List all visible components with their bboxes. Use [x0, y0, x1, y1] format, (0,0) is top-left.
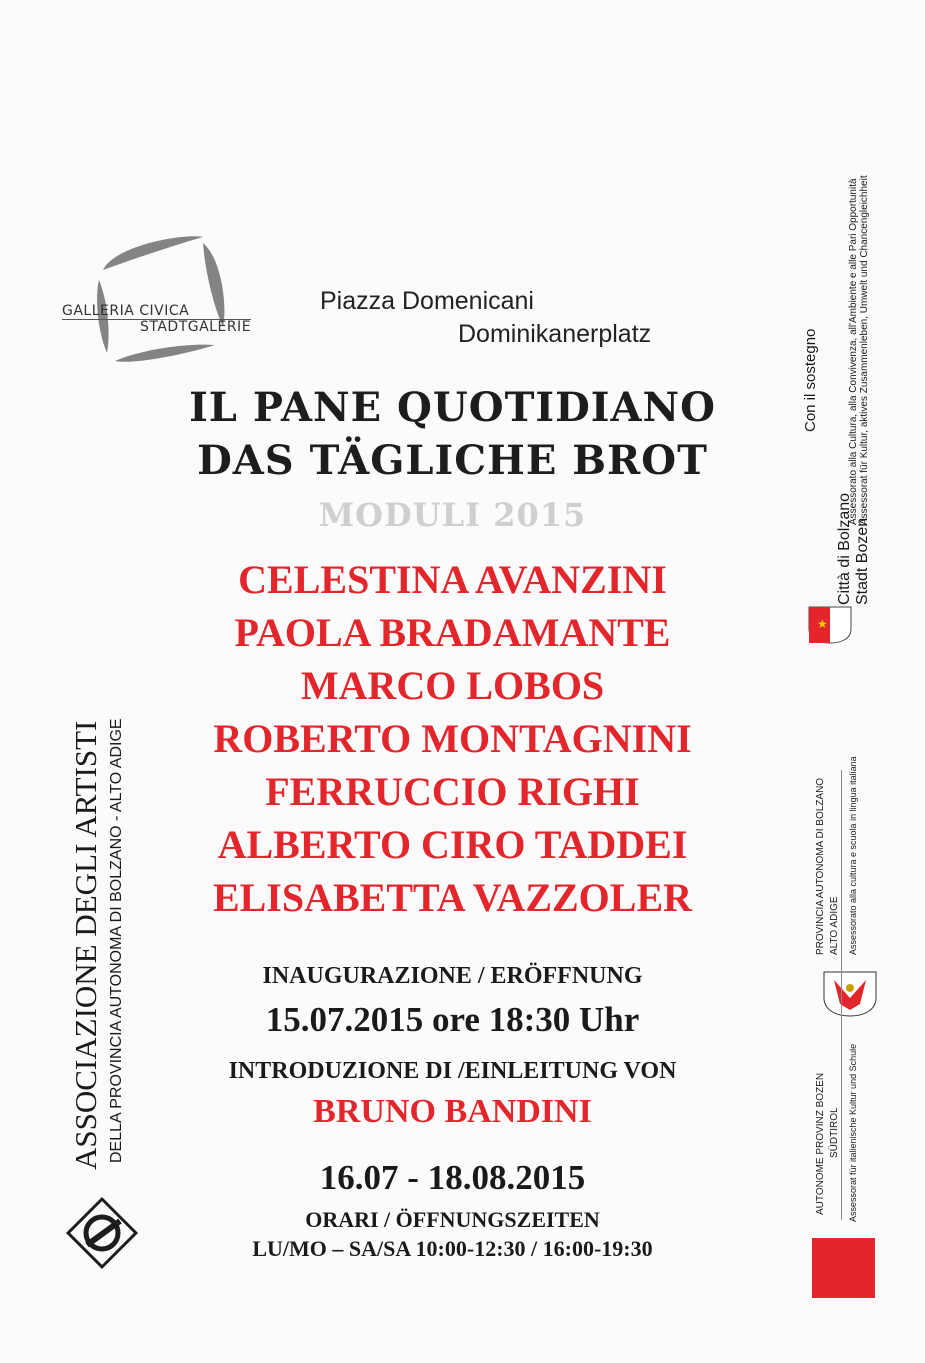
intro-name: BRUNO BANDINI [313, 1093, 592, 1130]
exhibition-dates: 16.07 - 18.08.2015 [319, 1158, 586, 1197]
artist-name: PAOLA BRADAMANTE [234, 610, 671, 655]
association-logo-icon [62, 1193, 142, 1273]
svg-text:★: ★ [817, 617, 828, 631]
gallery-name-de: STADTGALERIE [140, 319, 252, 335]
support-label: Con il sostegno [802, 328, 819, 432]
artist-name: ELISABETTA VAZZOLER [212, 875, 693, 920]
hours-label: ORARI / ÖFFNUNGSZEITEN [305, 1207, 600, 1232]
artist-name: MARCO LOBOS [300, 663, 605, 708]
city-dept-it: Assessorato alla Cultura, alla Convivenza, all'Ambiente e alle Pari Opportunità [848, 178, 859, 525]
city-name-de: Stadt Bozen [854, 517, 871, 605]
province-name-it: PROVINCIA AUTONOMA DI BOLZANO [815, 777, 826, 955]
hours-value: LU/MO – SA/SA 10:00-12:30 / 16:00-19:30 [252, 1236, 653, 1261]
title-it: IL PANE QUOTIDIANO [189, 384, 716, 431]
city-dept-de: Assessorat für Kultur, aktives Zusammenleben, Umwelt und Chancengleichheit [859, 175, 870, 525]
casa-cultura-logo-icon [812, 1238, 875, 1298]
province-name-de2: SÜDTIROL [829, 1107, 840, 1158]
artist-name: ALBERTO CIRO TADDEI [217, 822, 688, 867]
province-dept-it: Assessorato alla cultura e scuola in lingua italiana [848, 756, 858, 955]
artist-list [160, 553, 745, 924]
opening-label: INAUGURAZIONE / ERÖFFNUNG [262, 963, 643, 989]
association-sub: DELLA PROVINCIA AUTONOMA DI BOLZANO - ALTO ADIGE [108, 718, 125, 1163]
artist-name: ROBERTO MONTAGNINI [213, 716, 692, 761]
artist-name: CELESTINA AVANZINI [238, 557, 667, 602]
city-name-it: Città di Bolzano [836, 492, 853, 605]
association-name: ASSOCIAZIONE DEGLI ARTISTI [68, 720, 103, 1170]
gallery-name-it: GALLERIA CIVICA [62, 303, 251, 320]
province-name-it2: ALTO ADIGE [829, 896, 840, 955]
province-dept-de: Assessorat für italienische Kultur und Schule [848, 1043, 858, 1222]
gallery-name [62, 303, 251, 335]
bolzano-crest-icon [805, 603, 855, 645]
series-title: MODULI 2015 [318, 496, 587, 534]
galleria-civica-logo-icon [95, 215, 255, 380]
intro-label: INTRODUZIONE DI /EINLEITUNG VON [228, 1058, 677, 1084]
opening-datetime: 15.07.2015 ore 18:30 Uhr [265, 1000, 640, 1039]
title-de: DAS TÄGLICHE BROT [197, 437, 708, 484]
vertical-divider [841, 770, 842, 1220]
place-it: Piazza Domenicani [320, 287, 534, 315]
province-eagle-icon [820, 968, 880, 1018]
province-name-de: AUTONOME PROVINZ BOZEN [815, 1072, 826, 1215]
place-de: Dominikanerplatz [458, 320, 652, 348]
artist-name: FERRUCCIO RIGHI [265, 769, 640, 814]
